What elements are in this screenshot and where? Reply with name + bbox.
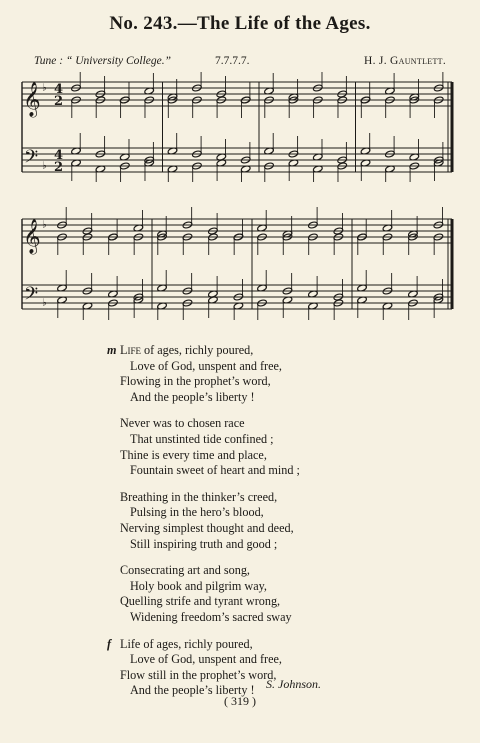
music-system-2 bbox=[0, 205, 480, 320]
bass-clef: 𝄢 bbox=[24, 147, 39, 172]
verse-line: Consecrating art and song, bbox=[120, 563, 250, 578]
page-number: ( 319 ) bbox=[224, 694, 256, 708]
dynamic-mark: m bbox=[107, 343, 117, 357]
verse-line: And the people’s liberty ! bbox=[130, 389, 255, 404]
verse-line: Flow still in the prophet’s word, bbox=[120, 667, 277, 682]
verse-line: Widening freedom’s sacred sway bbox=[130, 609, 292, 624]
dynamic-mark: f bbox=[107, 636, 112, 651]
verse-line-text: of ages, richly poured, bbox=[140, 343, 254, 357]
verse-line: Nerving simplest thought and deed, bbox=[120, 520, 294, 535]
tune-name: Tune : “ University College.” bbox=[34, 55, 172, 67]
verse-line: Love of God, unspent and free, bbox=[130, 358, 282, 373]
time-signature-bottom: 2 bbox=[54, 160, 64, 175]
verse-line: Pulsing in the hero’s blood, bbox=[130, 505, 264, 520]
hymn-author: S. Johnson. bbox=[266, 677, 321, 691]
hymn-text bbox=[107, 343, 380, 710]
stanza-2 bbox=[120, 416, 380, 478]
verse-line: Flowing in the prophet’s word, bbox=[120, 374, 271, 389]
time-signature-bottom: 2 bbox=[54, 94, 64, 109]
treble-clef: 𝄞 bbox=[23, 82, 41, 117]
verse-line: Breathing in the thinker’s creed, bbox=[120, 489, 278, 504]
verse-line: Quelling strife and tyrant wrong, bbox=[120, 594, 281, 609]
verse-line: Never was to chosen race bbox=[120, 416, 245, 431]
treble-clef: 𝄞 bbox=[23, 219, 41, 254]
verse-line: Thine is every time and place, bbox=[120, 447, 267, 462]
key-flat: ♭ bbox=[42, 219, 47, 231]
first-word: Life bbox=[120, 343, 141, 357]
stanza-1 bbox=[107, 343, 380, 405]
stanza-3 bbox=[120, 490, 380, 552]
verse-line bbox=[107, 343, 380, 359]
verse-line bbox=[107, 636, 380, 653]
composer: H. J. Gauntlett. bbox=[363, 55, 446, 67]
music-system-1 bbox=[0, 72, 480, 182]
stanza-4 bbox=[120, 563, 380, 625]
time-signature-top: 4 bbox=[54, 82, 64, 97]
verse-line-text: Life of ages, richly poured, bbox=[120, 636, 253, 651]
time-signature-top: 4 bbox=[54, 148, 64, 163]
stanza-5 bbox=[107, 636, 380, 699]
verse-line: Fountain sweet of heart and mind ; bbox=[130, 463, 300, 478]
key-flat: ♭ bbox=[42, 82, 47, 94]
hymn-title: No. 243.—The Life of the Ages. bbox=[109, 13, 371, 34]
verse-line: Holy book and pilgrim way, bbox=[130, 578, 267, 593]
verse-line: Still inspiring truth and good ; bbox=[130, 536, 278, 551]
key-flat: ♭ bbox=[42, 297, 47, 309]
verse-line: That unstinted tide confined ; bbox=[130, 431, 274, 446]
bass-clef: 𝄢 bbox=[24, 284, 39, 309]
key-flat: ♭ bbox=[42, 160, 47, 172]
verse-line: Love of God, unspent and free, bbox=[130, 652, 282, 667]
verse-line: And the people’s liberty ! bbox=[130, 683, 255, 698]
tune-line bbox=[34, 55, 446, 71]
meter: 7.7.7.7. bbox=[215, 55, 250, 67]
